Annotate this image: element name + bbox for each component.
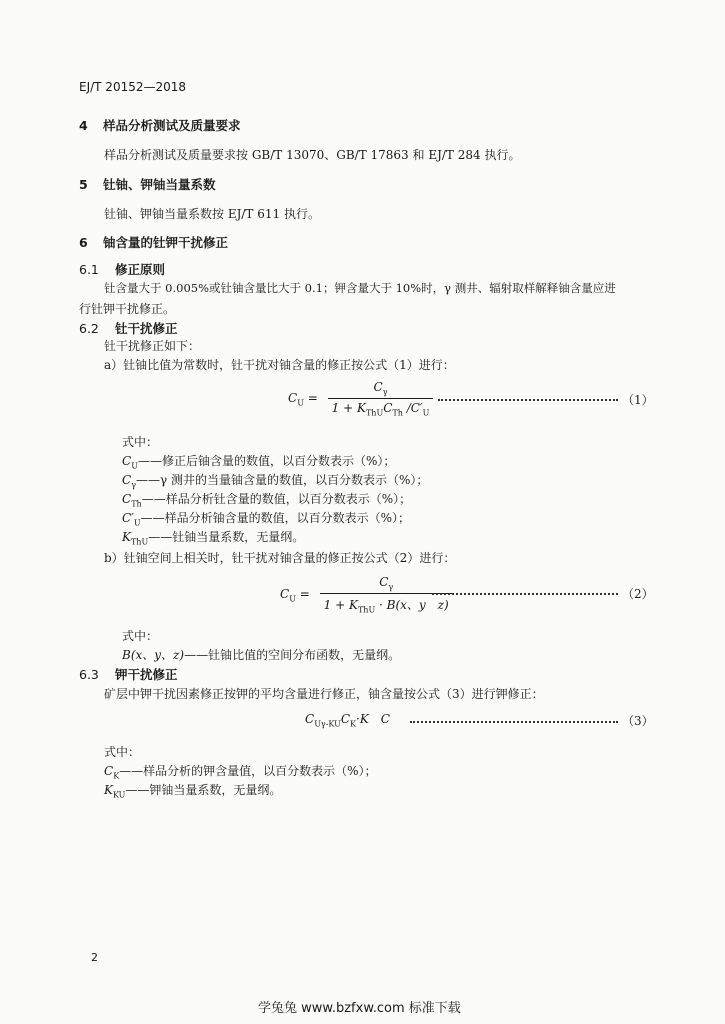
section-title: 样品分析测试及质量要求 <box>103 118 241 133</box>
section-title: 钍干扰修正 <box>115 321 178 336</box>
section-number: 6.1 <box>79 262 99 277</box>
section-4-body: 样品分析测试及质量要求按 GB/T 13070、GB/T 17863 和 EJ/T 284 执行。 <box>104 148 521 162</box>
definition-text: ——γ 测井的当量铀含量的数值，以百分数表示（%）； <box>135 473 429 487</box>
definition-symbol-subscript: U <box>133 518 141 528</box>
definition-symbol: C <box>122 473 132 487</box>
definition-text: ——修正后铀含量的数值，以百分数表示（%）； <box>137 454 396 468</box>
section-6-heading <box>79 233 228 251</box>
definition-item <box>122 452 395 470</box>
definition-symbol: C <box>122 454 132 468</box>
definition-text: ——钍铀比值的空间分布函数，无量纲。 <box>184 648 401 662</box>
leader-dots <box>410 721 618 723</box>
section-6-2-intro: 钍干扰修正如下： <box>104 339 201 353</box>
equation-3-number: （3） <box>622 714 654 728</box>
definition-symbol-subscript: ThU <box>130 537 149 547</box>
section-6-1-line-2: 行钍钾干扰修正。 <box>79 302 176 316</box>
definition-symbol-subscript: K <box>113 771 120 781</box>
definition-text: ——样品分析铀含量的数值，以百分数表示（%）； <box>140 511 411 525</box>
section-5-body: 钍铀、钾铀当量系数按 EJ/T 611 执行。 <box>104 207 320 221</box>
item-b-text: b）钍铀空间上相关时，钍干扰对铀含量的修正按公式（2）进行： <box>104 551 456 565</box>
definition-symbol: C <box>104 764 114 778</box>
section-title: 钍铀、钾铀当量系数 <box>103 177 216 192</box>
footer-watermark: 学兔兔 www.bzfxw.com 标准下载 <box>258 1001 461 1016</box>
definition-b <box>122 646 400 663</box>
section-number: 4 <box>79 118 88 133</box>
section-title: 修正原则 <box>115 262 166 277</box>
section-6-2-heading <box>79 319 178 337</box>
definition-item <box>104 781 281 799</box>
section-title: 铀含量的钍钾干扰修正 <box>103 235 229 250</box>
document-code: EJ/T 20152—2018 <box>79 80 187 94</box>
section-6-1-heading <box>79 260 165 278</box>
definition-item <box>122 471 428 489</box>
page-number: 2 <box>91 951 98 964</box>
equation-1-number: （1） <box>622 393 654 407</box>
definition-text: ——钍铀当量系数，无量纲。 <box>148 530 305 544</box>
definition-item <box>122 490 411 508</box>
where-label: 式中： <box>122 629 159 643</box>
where-label: 式中： <box>104 745 141 759</box>
section-number: 6.2 <box>79 321 99 336</box>
section-number: 6.3 <box>79 667 99 682</box>
definition-item <box>122 528 304 546</box>
definition-text: ——样品分析的钾含量值，以百分数表示（%）； <box>119 764 377 778</box>
definition-item <box>104 762 377 780</box>
leader-dots <box>432 593 618 595</box>
section-5-heading <box>79 175 216 193</box>
definition-symbol: C <box>122 492 132 506</box>
definition-symbol-subscript: Th <box>131 499 142 509</box>
definition-symbol: K <box>122 530 131 544</box>
section-6-3-heading <box>79 665 178 683</box>
equation-2-number: （2） <box>622 587 654 601</box>
definition-symbol: B(x、y、z) <box>122 648 185 662</box>
section-6-1-line-1: 钍含量大于 0.005%或钍铀含量比大于 0.1；钾含量大于 10%时，γ 测井、辐射取样解释铀含量应进 <box>104 281 616 295</box>
where-label: 式中： <box>122 435 159 449</box>
equation-1: $C_U$ = $\frac{C_\gamma}{1 + K_{ThU}C_{Th} /C'_U}$ <box>288 380 433 418</box>
item-a-text: a）钍铀比值为常数时，钍干扰对铀含量的修正按公式（1）进行： <box>104 358 455 372</box>
definition-symbol-subscript: γ <box>131 480 136 490</box>
leader-dots <box>438 399 618 401</box>
section-number: 5 <box>79 177 88 192</box>
section-6-3-body: 矿层中钾干扰因素修正按钾的平均含量进行修正，铀含量按公式（3）进行钾修正： <box>104 687 544 701</box>
definition-item <box>122 509 410 527</box>
definition-text: ——样品分析钍含量的数值，以百分数表示（%）； <box>141 492 412 506</box>
section-4-heading <box>79 116 241 134</box>
definition-symbol-subscript: U <box>131 461 138 471</box>
definition-symbol: K <box>104 783 113 797</box>
definition-symbol: C′ <box>122 511 134 525</box>
definition-symbol-subscript: KU <box>112 790 126 800</box>
definition-text: ——钾铀当量系数，无量纲。 <box>125 783 282 797</box>
equation-3: $C_{U\gamma-KU}C_K\cdot K$ C <box>305 712 390 729</box>
section-number: 6 <box>79 235 88 250</box>
section-title: 钾干扰修正 <box>115 667 178 682</box>
equation-2: $C_U$ = $\frac{C_\gamma}{1 + K_{ThU} \cdot B(x、y z)}$ <box>280 575 453 615</box>
